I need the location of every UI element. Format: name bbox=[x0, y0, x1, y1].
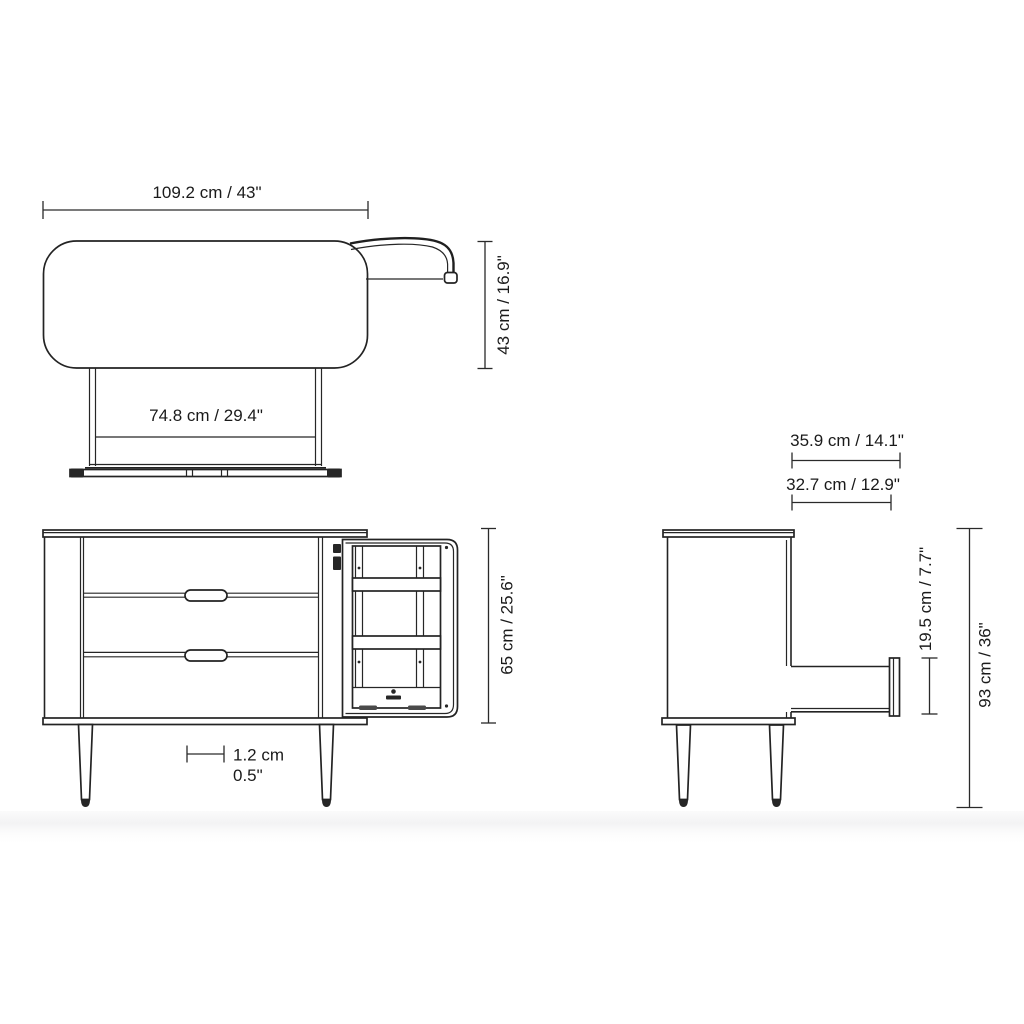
dim-depth-overall-label: 35.9 cm / 14.1" bbox=[790, 431, 904, 450]
open-door-front bbox=[343, 540, 458, 718]
dim-cabinet-height-label: 65 cm / 25.6" bbox=[497, 575, 517, 675]
front-top-slab bbox=[43, 530, 367, 537]
dim-depth-inner-label: 32.7 cm / 12.9" bbox=[786, 475, 900, 494]
door-hinges bbox=[333, 544, 341, 570]
dim-gap-in-label: 0.5" bbox=[233, 766, 263, 785]
top-view-base-plate bbox=[70, 469, 341, 478]
open-drawer-side bbox=[791, 658, 900, 716]
drawer-handle-top bbox=[185, 590, 227, 601]
door-foot-right bbox=[408, 706, 426, 711]
dim-drawer-height-label: 19.5 cm / 7.7" bbox=[916, 546, 935, 652]
door-rail-top bbox=[353, 578, 441, 591]
side-legs bbox=[677, 725, 784, 807]
side-view bbox=[662, 431, 995, 808]
drawer-handle-bottom bbox=[185, 650, 227, 661]
dim-depth-inner bbox=[786, 475, 900, 511]
front-carcass bbox=[45, 537, 323, 718]
tabletop-outline bbox=[44, 241, 368, 368]
dim-top-width bbox=[43, 183, 368, 219]
front-view bbox=[43, 529, 517, 808]
door-foot-left bbox=[359, 706, 377, 711]
door-edge-cap bbox=[445, 273, 458, 284]
front-bottom-slab bbox=[43, 718, 367, 725]
dim-gap-cm-label: 1.2 cm bbox=[233, 745, 285, 765]
dim-gap bbox=[187, 746, 284, 786]
dim-top-depth bbox=[478, 242, 514, 369]
top-view bbox=[43, 183, 513, 478]
front-legs bbox=[79, 725, 334, 808]
dim-depth-overall bbox=[790, 431, 904, 469]
dim-base-width-label: 74.8 cm / 29.4" bbox=[149, 406, 263, 425]
dim-total-height bbox=[957, 529, 995, 808]
top-view-base-section bbox=[85, 368, 326, 468]
dim-total-height-label: 93 cm / 36" bbox=[975, 622, 995, 708]
door-rail-bottom bbox=[353, 636, 441, 649]
drawer-front-panel bbox=[890, 658, 900, 716]
door-inner-panel bbox=[353, 546, 441, 708]
dim-drawer-height bbox=[916, 547, 938, 714]
dim-top-width-label: 109.2 cm / 43" bbox=[152, 183, 262, 202]
dim-cabinet-height bbox=[481, 529, 517, 724]
drawer-fronts bbox=[84, 590, 319, 661]
dim-top-depth-label: 43 cm / 16.9" bbox=[494, 255, 513, 355]
side-body bbox=[662, 530, 795, 725]
